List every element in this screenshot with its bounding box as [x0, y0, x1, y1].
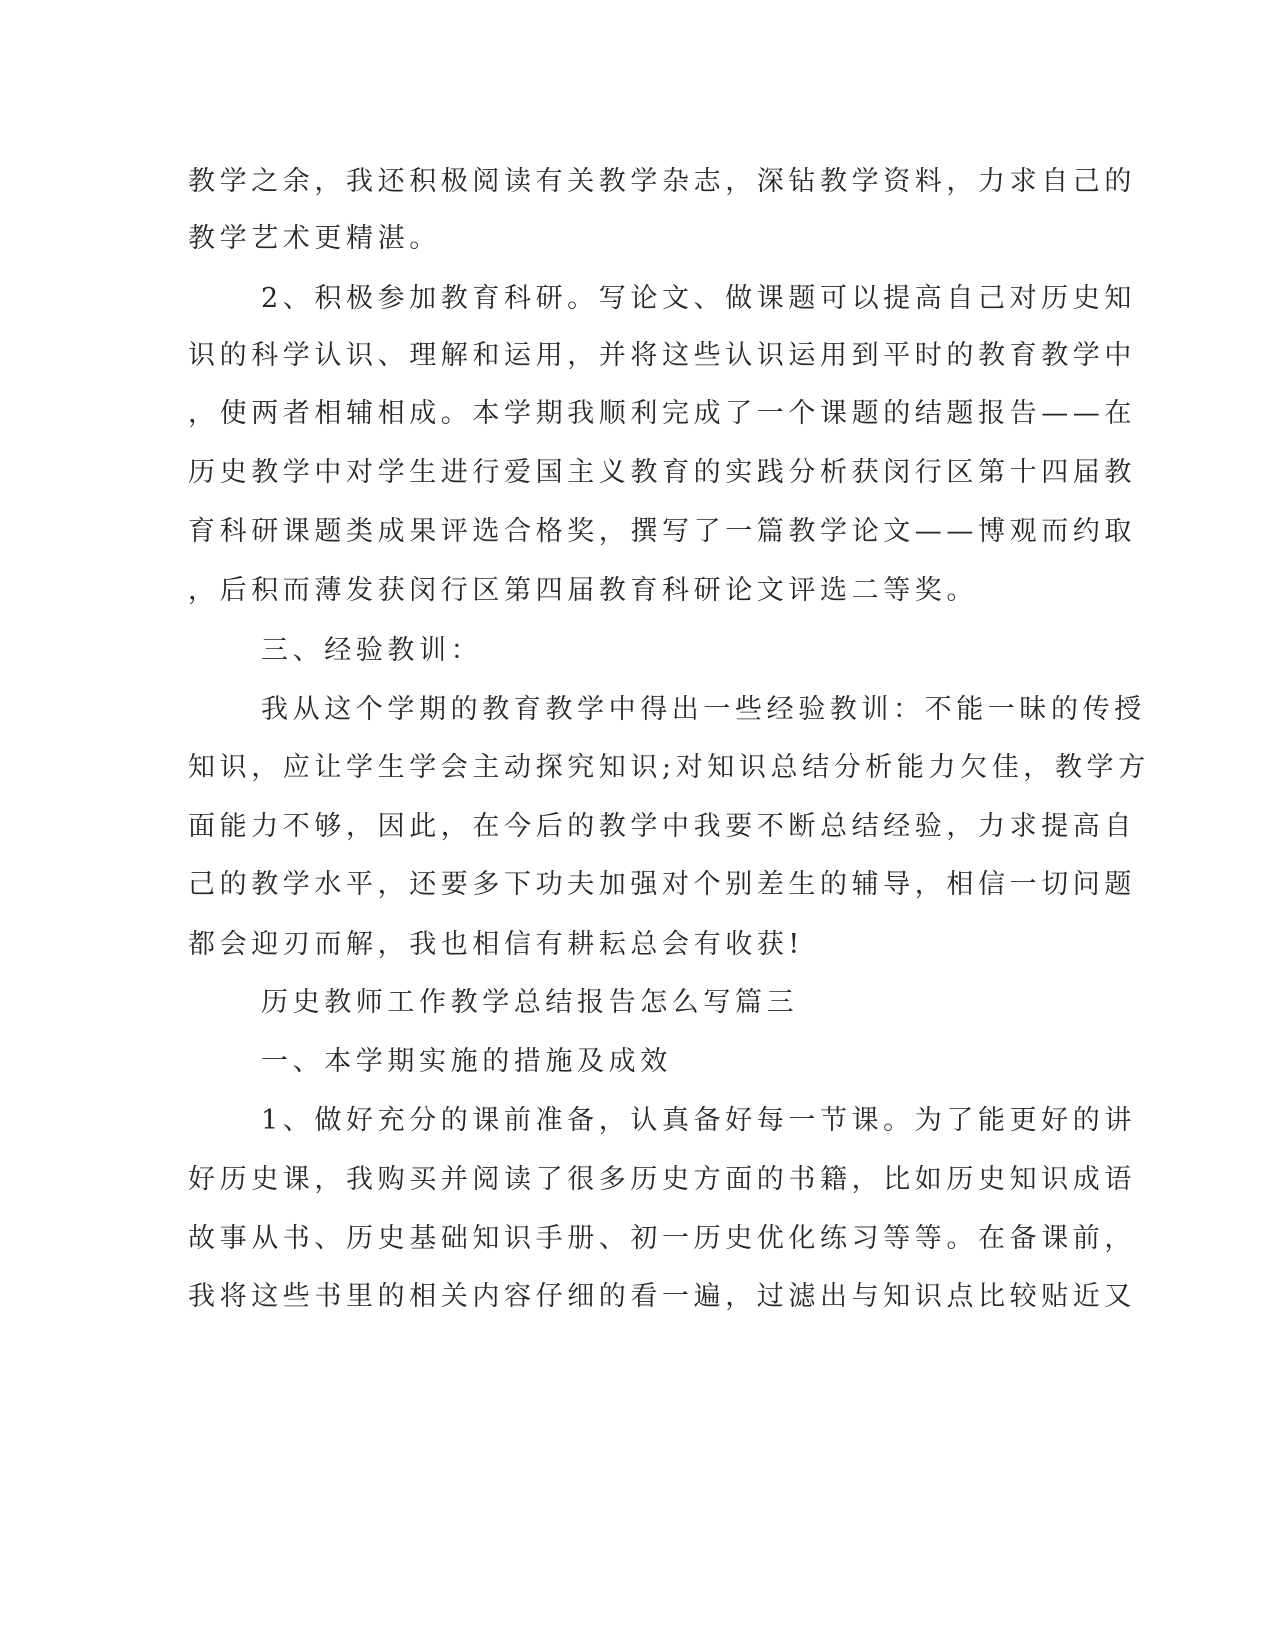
paragraph-line: 故事从书、历史基础知识手册、初一历史优化练习等等。在备课前， — [188, 1223, 1136, 1254]
paragraph-line: 2、积极参加教育科研。写论文、做课题可以提高自己对历史知 — [261, 283, 1136, 314]
paragraph-line: 识的科学认识、理解和运用，并将这些认识运用到平时的教育教学中 — [188, 340, 1136, 371]
paragraph-line: 育科研课题类成果评选合格奖，撰写了一篇教学论文——博观而约取 — [188, 516, 1136, 547]
paragraph-line: 己的教学水平，还要多下功夫加强对个别差生的辅导，相信一切问题 — [188, 869, 1136, 900]
paragraph-line: 面能力不够，因此，在今后的教学中我要不断总结经验，力求提高自 — [188, 811, 1136, 842]
paragraph-line: 教学艺术更精湛。 — [188, 223, 441, 254]
article-title: 历史教师工作教学总结报告怎么写篇三 — [261, 987, 799, 1018]
paragraph-line: 知识，应让学生学会主动探究知识;对知识总结分析能力欠佳，教学方 — [188, 752, 1150, 783]
paragraph-line: 1、做好充分的课前准备，认真备好每一节课。为了能更好的讲 — [261, 1105, 1136, 1136]
section-heading: 一、本学期实施的措施及成效 — [261, 1046, 672, 1077]
paragraph-line: 我从这个学期的教育教学中得出一些经验教训：不能一昧的传授 — [261, 694, 1146, 725]
paragraph-line: 教学之余，我还积极阅读有关教学杂志，深钻教学资料，力求自己的 — [188, 166, 1136, 197]
section-heading: 三、经验教训： — [261, 635, 483, 666]
paragraph-line: ，后积而薄发获闵行区第四届教育科研论文评选二等奖。 — [188, 575, 978, 606]
paragraph-line: 我将这些书里的相关内容仔细的看一遍，过滤出与知识点比较贴近又 — [188, 1281, 1136, 1312]
paragraph-line: 好历史课，我购买并阅读了很多历史方面的书籍，比如历史知识成语 — [188, 1164, 1136, 1195]
paragraph-line: ，使两者相辅相成。本学期我顺利完成了一个课题的结题报告——在 — [188, 398, 1136, 429]
paragraph-line: 历史教学中对学生进行爱国主义教育的实践分析获闵行区第十四届教 — [188, 457, 1136, 488]
paragraph-line: 都会迎刃而解，我也相信有耕耘总会有收获! — [188, 929, 804, 960]
